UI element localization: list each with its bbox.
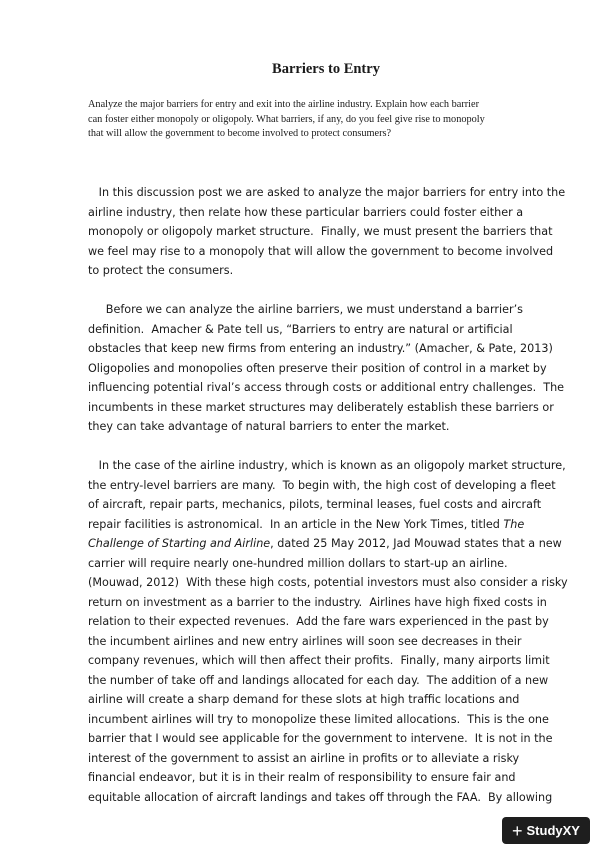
line-text: Oligopolies and monopolies often preserve their position of control in a market by	[88, 361, 547, 375]
watermark-label: StudyXY	[526, 823, 580, 838]
text-line	[88, 515, 572, 535]
prompt-line: can foster either monopoly or oligopoly. What barriers, if any, do you feel give rise to monopoly	[88, 113, 485, 125]
text-line	[88, 378, 572, 398]
italic-title-text: The	[503, 517, 525, 531]
line-text: , dated 25 May 2012, Jad Mouwad states that a new	[270, 537, 562, 550]
line-text: incumbent airlines will try to monopolize these limited allocations. This is the one	[88, 712, 549, 726]
line-text: interest of the government to assist an airline in profits or to alleviate a risky	[88, 751, 520, 765]
page-title: Barriers to Entry	[272, 61, 380, 77]
line-text: they can take advantage of natural barriers to enter the market.	[88, 420, 450, 433]
text-line	[88, 398, 572, 418]
line-text: (Mouwad, 2012) With these high costs, potential investors must also consider a risky	[88, 576, 568, 589]
text-line	[88, 710, 572, 730]
line-text: incumbents in these market structures may deliberately establish these barriers or	[88, 400, 554, 414]
text-line	[88, 456, 572, 476]
text-line	[88, 476, 572, 496]
text-line	[88, 534, 572, 554]
body-text	[88, 183, 572, 827]
line-text: of aircraft, repair parts, mechanics, pilots, terminal leases, fuel costs and aircraft	[88, 498, 542, 511]
line-text: the entry-level barriers are many. To begin with, the high cost of developing a fleet	[88, 478, 556, 492]
line-text: relation to their expected revenues. Add the fare wars experienced in the past by	[88, 615, 549, 628]
line-text: monopoly or oligopoly market structure. Finally, we must present the barriers that	[88, 225, 553, 238]
prompt-line: that will allow the government to become involved to protect consumers?	[88, 128, 392, 139]
line-text: return on investment as a barrier to the industry. Airlines have high fixed costs in	[88, 595, 547, 609]
line-text: to protect the consumers.	[88, 264, 234, 277]
text-line	[88, 339, 572, 359]
line-text: carrier will require nearly one-hundred million dollars to start-up an airline.	[88, 556, 508, 570]
text-line	[88, 729, 572, 749]
body-paragraph	[88, 300, 572, 437]
line-text: equitable allocation of aircraft landings and takes off through the FAA. By allowing	[88, 790, 553, 804]
line-text: company revenues, which will then affect their profits. Finally, many airports limit	[88, 654, 550, 667]
text-line	[88, 593, 572, 613]
italic-title-text: Challenge of Starting and Airline	[88, 537, 271, 550]
line-text: In this discussion post we are asked to analyze the major barriers for entry into the	[88, 186, 566, 199]
line-text: obstacles that keep new firms from entering an industry.” (Amacher, & Pate, 2013)	[88, 342, 553, 355]
prompt-line: Analyze the major barriers for entry and exit into the airline industry. Explain how each barrier	[88, 99, 480, 110]
text-line	[88, 300, 572, 320]
text-line	[88, 651, 572, 671]
text-line	[88, 671, 572, 691]
plus-icon: +	[512, 820, 523, 841]
body-paragraph	[88, 456, 572, 807]
line-text: definition. Amacher & Pate tell us, “Barriers to entry are natural or artificial	[88, 322, 513, 336]
text-line	[88, 417, 572, 437]
text-line	[88, 768, 572, 788]
studyxy-watermark[interactable]	[502, 817, 590, 844]
line-text: the number of take off and landings allocated for each day. The addition of a new	[88, 673, 549, 687]
text-line	[88, 612, 572, 632]
text-line	[88, 203, 572, 223]
assignment-prompt	[88, 98, 568, 142]
text-line	[88, 554, 572, 574]
line-text: barrier that I would see applicable for the government to intervene. It is not in the	[88, 732, 553, 745]
text-line	[88, 495, 572, 515]
line-text: airline will create a sharp demand for these slots at high traffic locations and	[88, 693, 520, 706]
line-text: the incumbent airlines and new entry airlines will soon see decreases in their	[88, 634, 522, 648]
text-line	[88, 320, 572, 340]
line-text: we feel may rise to a monopoly that will allow the government to become involved	[88, 244, 554, 258]
line-text: financial endeavor, but it is in their realm of responsibility to ensure fair and	[88, 771, 516, 784]
text-line	[88, 242, 572, 262]
text-line	[88, 359, 572, 379]
text-line	[88, 632, 572, 652]
line-text: In the case of the airline industry, which is known as an oligopoly market structure,	[88, 459, 566, 472]
body-paragraph	[88, 183, 572, 281]
text-line	[88, 690, 572, 710]
line-text: repair facilities is astronomical. In an article in the New York Times, titled	[88, 517, 504, 531]
text-line	[88, 573, 572, 593]
text-line	[88, 261, 572, 281]
line-text: Before we can analyze the airline barriers, we must understand a barrier’s	[88, 303, 523, 316]
line-text: airline industry, then relate how these particular barriers could foster either a	[88, 205, 524, 219]
text-line	[88, 788, 572, 808]
text-line	[88, 749, 572, 769]
text-line	[88, 183, 572, 203]
line-text: influencing potential rival’s access through costs or additional entry challenges. The	[88, 381, 565, 394]
text-line	[88, 222, 572, 242]
